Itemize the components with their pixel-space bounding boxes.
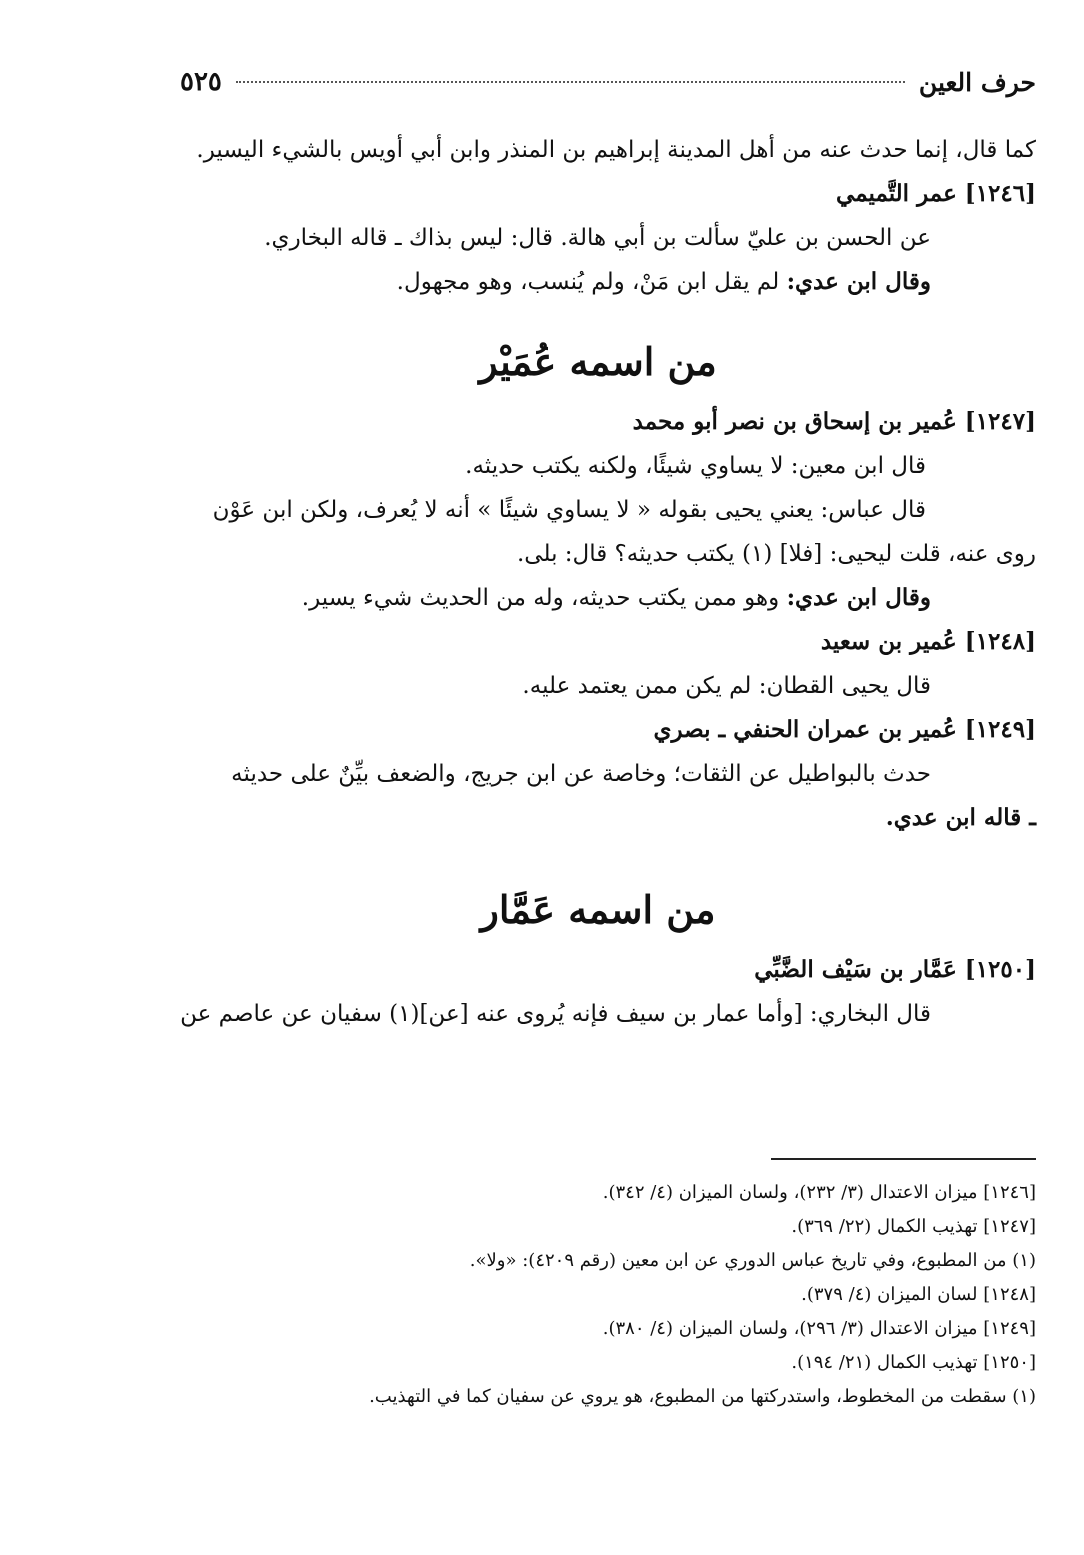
entry-heading-1250: [١٢٥٠] عَمَّار بن سَيْف الضَّبِّي (754, 956, 1036, 983)
entry-heading-1249: [١٢٤٩] عُمير بن عمران الحنفي ـ بصري (653, 716, 1036, 743)
text-line: قال عباس: يعني يحيى بقوله « لا يساوي شيئًا » أنه لا يُعرف، ولكن ابن عَوْن (212, 497, 926, 523)
quote-text: وهو ممن يكتب حديثه، وله من الحديث شيء يسير. (301, 585, 787, 611)
footnotes (160, 1176, 1036, 1414)
text-line: قال ابن معين: لا يساوي شيئًا، ولكنه يكتب حديثه. (465, 453, 926, 479)
text-line: ـ قاله ابن عدي. (885, 804, 1036, 831)
footnote: [١٢٥٠] تهذيب الكمال (٢١/ ١٩٤). (791, 1352, 1036, 1373)
main-text (160, 128, 1036, 1036)
footnote: (١) من المطبوع، وفي تاريخ عباس الدوري عن ابن معين (رقم ٤٢٠٩): «ولا». (469, 1250, 1036, 1271)
footnote-separator (771, 1158, 1036, 1160)
quote-text: لم يقل ابن مَنْ، ولم يُنسب، وهو مجهول. (396, 269, 787, 295)
speaker-label: وقال ابن عدي: (786, 584, 931, 611)
text-line: كما قال، إنما حدث عنه من أهل المدينة إبراهيم بن المنذر وابن أبي أويس بالشيء اليسير. (196, 137, 1036, 163)
section-title-umayr: من اسمه عُمَيْر (479, 339, 717, 384)
footnote: [١٢٤٨] لسان الميزان (٤/ ٣٧٩). (801, 1284, 1036, 1305)
footnote: [١٢٤٧] تهذيب الكمال (٢٢/ ٣٦٩). (791, 1216, 1036, 1237)
footnote: [١٢٤٩] ميزان الاعتدال (٣/ ٢٩٦)، ولسان الميزان (٤/ ٣٨٠). (602, 1318, 1036, 1339)
speaker-label: وقال ابن عدي: (786, 268, 931, 295)
footnote: (١) سقطت من المخطوط، واستدركتها من المطبوع، هو يروي عن سفيان كما في التهذيب. (369, 1386, 1036, 1407)
entry-heading-1246: [١٢٤٦] عمر التَّميمي (836, 180, 1036, 207)
text-line (160, 576, 1036, 620)
running-title: حرف العين (918, 67, 1036, 97)
section-title-ammar: من اسمه عَمَّار (480, 887, 716, 932)
page-header (180, 62, 1036, 102)
text-line: روى عنه، قلت ليحيى: [فلا] (١) يكتب حديثه؟ قال: بلى. (516, 541, 1036, 567)
text-line: عن الحسن بن عليّ سألت بن أبي هالة. قال: ليس بذاك ـ قاله البخاري. (264, 225, 931, 251)
header-dotted-rule (236, 81, 905, 83)
entry-heading-1247: [١٢٤٧] عُمير بن إسحاق بن نصر أبو محمد (632, 408, 1036, 435)
entry-heading-1248: [١٢٤٨] عُمير بن سعيد (820, 628, 1036, 655)
text-line: قال يحيى القطان: لم يكن ممن يعتمد عليه. (522, 673, 931, 699)
text-line: حدث بالبواطيل عن الثقات؛ وخاصة عن ابن جريج، والضعف بيِّنٌ على حديثه (231, 761, 931, 787)
text-line (160, 260, 1036, 304)
footnote: [١٢٤٦] ميزان الاعتدال (٣/ ٢٣٢)، ولسان الميزان (٤/ ٣٤٢). (602, 1182, 1036, 1203)
text-line: قال البخاري: [وأما عمار بن سيف فإنه يُروى عنه [عن](١) سفيان عن عاصم عن (180, 1001, 931, 1027)
page-number: ٥٢٥ (180, 67, 222, 97)
